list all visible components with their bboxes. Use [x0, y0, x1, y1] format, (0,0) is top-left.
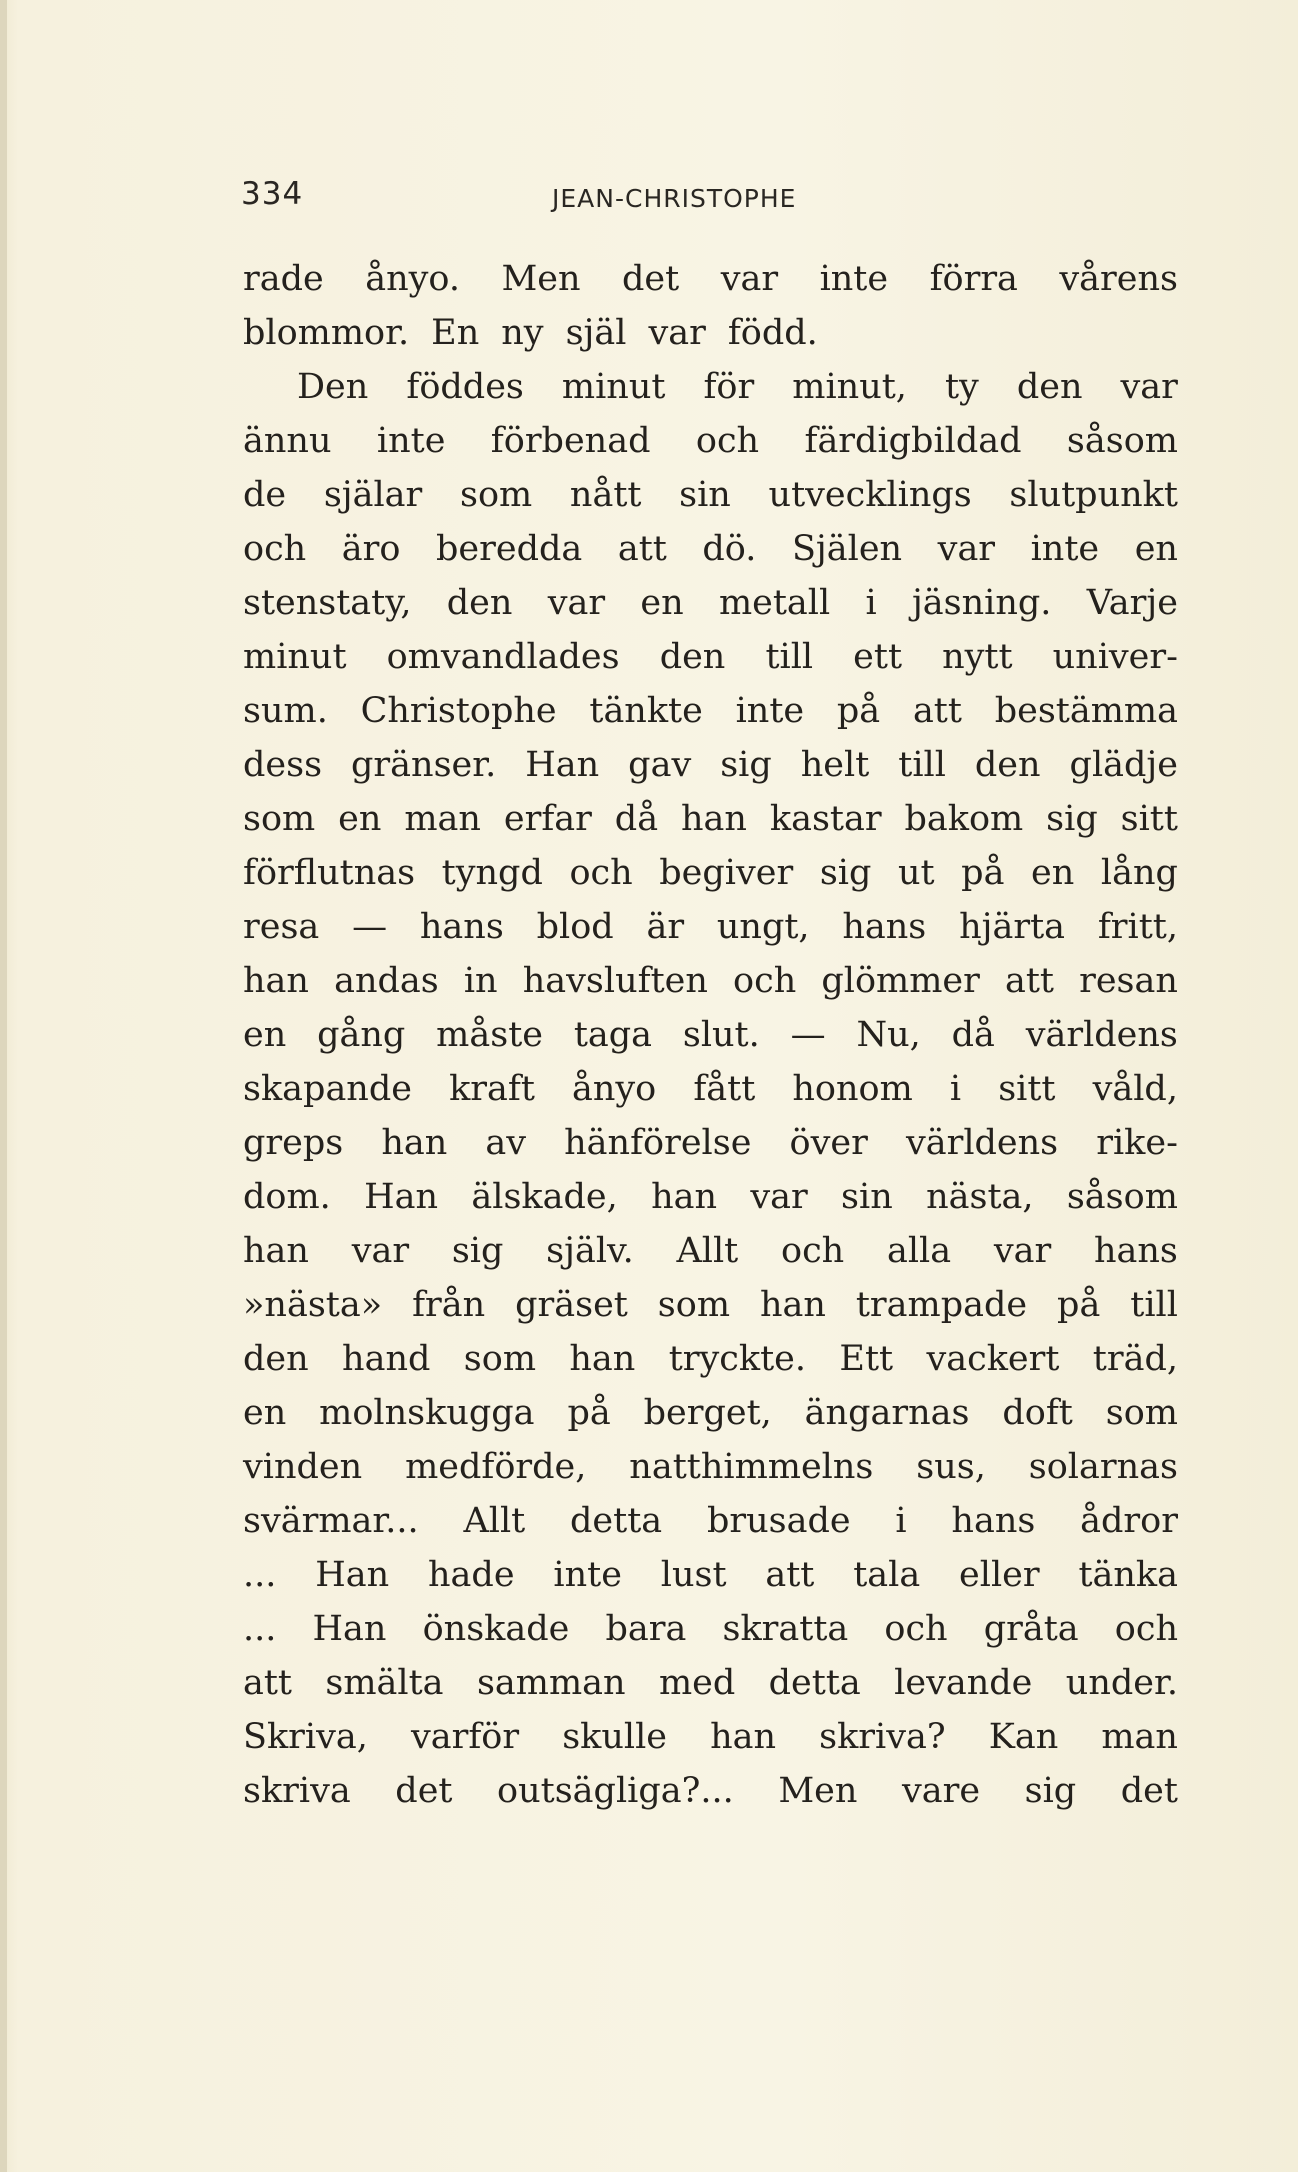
text-line: [243, 1386, 1178, 1440]
line-word: sus,: [916, 1447, 986, 1487]
line-word: —: [790, 1015, 826, 1055]
line-word: doft: [1002, 1393, 1073, 1433]
line-word: Den: [297, 367, 369, 407]
line-word: man: [1101, 1717, 1178, 1757]
line-word: och: [569, 853, 633, 893]
line-word: omvandlades: [386, 637, 620, 677]
line-word: det: [395, 1771, 453, 1811]
line-word: detta: [570, 1501, 663, 1541]
line-word: som: [243, 799, 316, 839]
line-word: En: [431, 313, 480, 353]
line-word: bakom: [904, 799, 1024, 839]
line-word: själar: [323, 475, 423, 515]
text-line: [243, 846, 1178, 900]
line-word: sig: [819, 853, 872, 893]
line-word: var: [648, 313, 706, 353]
line-word: Varje: [1086, 583, 1178, 623]
line-word: förra: [929, 259, 1018, 299]
line-word: det: [622, 259, 680, 299]
line-word: en: [640, 583, 684, 623]
line-word: på: [961, 853, 1005, 893]
text-line: [243, 306, 1178, 360]
line-word: på: [1057, 1285, 1101, 1325]
line-word: inte: [819, 259, 889, 299]
line-word: Han: [364, 1177, 439, 1217]
line-word: till: [765, 637, 814, 677]
line-word: själ: [565, 313, 627, 353]
line-word: och: [695, 421, 760, 461]
line-word: han: [569, 1339, 636, 1379]
text-line: [243, 360, 1178, 414]
line-word: vårens: [1059, 259, 1178, 299]
line-word: ånyo.: [365, 259, 460, 299]
line-word: glädje: [1069, 745, 1178, 785]
line-word: lång: [1100, 853, 1178, 893]
line-word: han: [651, 1177, 718, 1217]
line-word: andas: [334, 961, 439, 1001]
line-word: hans: [419, 907, 504, 947]
line-word: ännu: [243, 421, 332, 461]
line-word: han: [759, 1285, 826, 1325]
line-word: den: [446, 583, 513, 623]
line-word: Christophe: [360, 691, 557, 731]
line-word: nytt: [942, 637, 1013, 677]
text-line: [243, 1062, 1178, 1116]
text-line: [243, 630, 1178, 684]
line-word: minut: [243, 637, 347, 677]
line-word: älskade,: [471, 1177, 618, 1217]
text-line: [243, 1494, 1178, 1548]
text-line: [243, 1116, 1178, 1170]
line-word: våld,: [1092, 1069, 1178, 1109]
line-word: glömmer: [821, 961, 980, 1001]
line-word: ...: [243, 1555, 277, 1595]
line-word: Men: [501, 259, 581, 299]
line-word: samman: [476, 1663, 626, 1703]
line-word: den: [1016, 367, 1083, 407]
line-word: gränser.: [351, 745, 497, 785]
line-word: hans: [842, 907, 927, 947]
line-word: vare: [901, 1771, 981, 1811]
line-word: sig: [451, 1231, 504, 1271]
text-line: [243, 1602, 1178, 1656]
line-word: gräset: [515, 1285, 628, 1325]
line-word: för: [703, 367, 755, 407]
line-word: sum.: [243, 691, 328, 731]
running-head: [0, 176, 1298, 220]
line-word: hade: [428, 1555, 515, 1595]
line-word: då: [951, 1015, 995, 1055]
line-word: önskade: [422, 1609, 570, 1649]
line-word: Kan: [988, 1717, 1059, 1757]
line-word: var: [750, 1177, 808, 1217]
line-word: hans: [951, 1501, 1036, 1541]
line-word: var: [1120, 367, 1178, 407]
line-word: sitt: [998, 1069, 1056, 1109]
text-line: [243, 468, 1178, 522]
line-word: själv.: [546, 1231, 634, 1271]
line-word: berget,: [643, 1393, 772, 1433]
line-word: —: [352, 907, 388, 947]
line-word: blommor.: [243, 313, 410, 353]
line-word: slutpunkt: [1009, 475, 1178, 515]
text-line: [243, 1170, 1178, 1224]
line-word: svärmar...: [243, 1501, 419, 1541]
line-word: Allt: [463, 1501, 526, 1541]
text-line: [243, 954, 1178, 1008]
text-line: [243, 252, 1178, 306]
line-word: som: [459, 475, 533, 515]
line-word: en: [243, 1393, 287, 1433]
line-word: bestämma: [994, 691, 1178, 731]
line-word: var: [351, 1231, 410, 1271]
text-line: [243, 1224, 1178, 1278]
text-line: [243, 1764, 1178, 1818]
line-word: en: [243, 1015, 287, 1055]
line-word: han: [681, 799, 747, 839]
line-word: ungt,: [716, 907, 810, 947]
line-word: då: [614, 799, 659, 839]
line-word: på: [836, 691, 881, 731]
line-word: skriva?: [819, 1717, 946, 1757]
line-word: blod: [536, 907, 614, 947]
line-word: till: [1130, 1285, 1178, 1325]
line-word: äro: [341, 529, 401, 569]
line-word: beredda: [436, 529, 583, 569]
line-word: skriva: [243, 1771, 351, 1811]
line-word: stenstaty,: [243, 583, 412, 623]
line-word: och: [243, 529, 307, 569]
line-word: han: [381, 1123, 448, 1163]
line-word: sig: [1024, 1771, 1077, 1811]
line-word: den: [243, 1339, 309, 1379]
line-word: helt: [800, 745, 870, 785]
text-line: [243, 1440, 1178, 1494]
line-word: färdigbildad: [804, 421, 1022, 461]
line-word: minut: [561, 367, 666, 407]
line-word: den: [659, 637, 726, 677]
line-word: lust: [660, 1555, 727, 1595]
line-word: hand: [342, 1339, 431, 1379]
line-word: fritt,: [1097, 907, 1178, 947]
line-word: fått: [693, 1069, 756, 1109]
line-word: var: [993, 1231, 1052, 1271]
line-word: minut,: [792, 367, 907, 407]
text-line: [243, 1008, 1178, 1062]
line-word: skulle: [562, 1717, 667, 1757]
line-word: resa: [243, 907, 320, 947]
line-word: molnskugga: [319, 1393, 535, 1433]
line-word: honom: [792, 1069, 913, 1109]
line-word: till: [898, 745, 946, 785]
text-line: [243, 738, 1178, 792]
line-word: han: [243, 1231, 309, 1271]
line-word: att: [617, 529, 667, 569]
text-line: [243, 576, 1178, 630]
line-word: av: [485, 1123, 527, 1163]
line-word: i: [895, 1501, 907, 1541]
line-word: en: [1031, 853, 1075, 893]
text-line: [243, 1710, 1178, 1764]
line-word: alla: [886, 1231, 952, 1271]
line-word: tänkte: [589, 691, 703, 731]
line-word: är: [646, 907, 685, 947]
line-word: hans: [1093, 1231, 1178, 1271]
line-word: levande: [894, 1663, 1033, 1703]
text-line: [243, 900, 1178, 954]
line-word: och: [781, 1231, 845, 1271]
line-word: Allt: [676, 1231, 739, 1271]
line-word: var: [547, 583, 606, 623]
line-word: sin: [679, 475, 731, 515]
line-word: taga: [573, 1015, 653, 1055]
page-edge: [0, 0, 7, 2172]
line-word: skapande: [243, 1069, 412, 1109]
line-word: världens: [1025, 1015, 1178, 1055]
line-word: utvecklings: [768, 475, 972, 515]
line-word: född.: [727, 313, 818, 353]
line-word: hänförelse: [564, 1123, 752, 1163]
line-word: »nästa»: [243, 1285, 383, 1325]
line-word: univer-: [1052, 637, 1178, 677]
line-word: resan: [1079, 961, 1178, 1001]
line-word: den: [974, 745, 1041, 785]
line-word: brusade: [706, 1501, 851, 1541]
line-word: inte: [553, 1555, 622, 1595]
line-word: nästa,: [926, 1177, 1034, 1217]
text-line: [243, 414, 1178, 468]
line-word: natthimmelns: [629, 1447, 874, 1487]
line-word: solarnas: [1028, 1447, 1178, 1487]
line-word: inte: [735, 691, 805, 731]
line-word: att: [243, 1663, 292, 1703]
line-word: tyngd: [441, 853, 543, 893]
line-word: ...: [243, 1609, 277, 1649]
body-text: [243, 252, 1178, 1818]
line-word: hjärta: [959, 907, 1066, 947]
running-title: JEAN-CHRISTOPHE: [552, 184, 797, 213]
line-word: föddes: [406, 367, 524, 407]
text-line: [243, 684, 1178, 738]
line-word: som: [1105, 1393, 1178, 1433]
line-word: såsom: [1066, 421, 1178, 461]
line-word: Ett: [839, 1339, 894, 1379]
line-word: tänka: [1078, 1555, 1178, 1595]
line-word: sig: [1046, 799, 1098, 839]
line-word: världens: [905, 1123, 1059, 1163]
line-word: förbenad: [490, 421, 651, 461]
line-word: Skriva,: [243, 1717, 368, 1757]
line-word: ty: [944, 367, 979, 407]
line-word: greps: [243, 1123, 344, 1163]
line-word: eller: [959, 1555, 1040, 1595]
line-word: sin: [841, 1177, 893, 1217]
line-word: under.: [1065, 1663, 1178, 1703]
line-word: i: [865, 583, 877, 623]
line-word: att: [765, 1555, 815, 1595]
line-word: med: [658, 1663, 736, 1703]
line-word: ängarnas: [804, 1393, 970, 1433]
line-word: Han: [525, 745, 600, 785]
text-line: [243, 1548, 1178, 1602]
line-word: smälta: [325, 1663, 444, 1703]
line-word: var: [720, 259, 779, 299]
line-word: detta: [768, 1663, 861, 1703]
line-word: nått: [569, 475, 642, 515]
line-word: som: [657, 1285, 731, 1325]
line-word: dess: [243, 745, 323, 785]
line-word: kastar: [769, 799, 882, 839]
line-word: tala: [853, 1555, 921, 1595]
line-word: gång: [317, 1015, 406, 1055]
line-word: Nu,: [856, 1015, 921, 1055]
line-word: var: [937, 529, 996, 569]
line-word: bara: [605, 1609, 687, 1649]
line-word: att: [912, 691, 962, 731]
line-word: man: [404, 799, 481, 839]
line-word: ådror: [1080, 1501, 1178, 1541]
line-word: och: [884, 1609, 948, 1649]
line-word: han: [710, 1717, 777, 1757]
line-word: dom.: [243, 1177, 331, 1217]
line-word: tryckte.: [668, 1339, 807, 1379]
line-word: gråta: [983, 1609, 1079, 1649]
line-word: havsluften: [522, 961, 708, 1001]
line-word: som: [463, 1339, 537, 1379]
line-word: över: [789, 1123, 868, 1163]
line-word: sitt: [1120, 799, 1178, 839]
line-word: gav: [628, 745, 692, 785]
line-word: outsägliga?...: [497, 1771, 734, 1811]
line-word: ett: [853, 637, 903, 677]
line-word: trampade: [855, 1285, 1028, 1325]
line-word: och: [733, 961, 797, 1001]
line-word: rade: [243, 259, 324, 299]
line-word: Han: [315, 1555, 390, 1595]
text-line: [243, 522, 1178, 576]
line-word: han: [243, 961, 309, 1001]
line-word: att: [1004, 961, 1054, 1001]
line-word: jäsning.: [911, 583, 1052, 623]
line-word: från: [412, 1285, 486, 1325]
line-word: och: [1114, 1609, 1178, 1649]
text-line: [243, 792, 1178, 846]
page-number: 334: [241, 176, 304, 212]
line-word: erfar: [503, 799, 592, 839]
line-word: det: [1120, 1771, 1178, 1811]
line-word: en: [1134, 529, 1178, 569]
text-line: [243, 1278, 1178, 1332]
line-word: Själen: [791, 529, 903, 569]
text-line: [243, 1656, 1178, 1710]
text-line: [243, 1332, 1178, 1386]
line-word: begiver: [659, 853, 794, 893]
line-word: på: [567, 1393, 611, 1433]
line-word: en: [338, 799, 382, 839]
line-word: sig: [720, 745, 772, 785]
line-word: slut.: [682, 1015, 760, 1055]
line-word: varför: [410, 1717, 520, 1757]
line-word: ånyo: [571, 1069, 657, 1109]
line-word: måste: [436, 1015, 543, 1055]
line-word: i: [949, 1069, 962, 1109]
line-word: medförde,: [405, 1447, 587, 1487]
line-word: in: [463, 961, 498, 1001]
line-word: metall: [718, 583, 831, 623]
line-word: ny: [501, 313, 544, 353]
line-word: ut: [897, 853, 935, 893]
line-word: vinden: [243, 1447, 363, 1487]
line-word: de: [243, 475, 287, 515]
line-word: Han: [312, 1609, 387, 1649]
line-word: rike-: [1096, 1123, 1178, 1163]
line-word: inte: [1030, 529, 1100, 569]
line-word: vackert: [926, 1339, 1060, 1379]
line-word: dö.: [702, 529, 757, 569]
line-word: inte: [376, 421, 446, 461]
line-word: skratta: [722, 1609, 849, 1649]
line-word: träd,: [1092, 1339, 1178, 1379]
line-word: förflutnas: [243, 853, 416, 893]
line-word: såsom: [1066, 1177, 1178, 1217]
line-word: kraft: [449, 1069, 535, 1109]
line-word: Men: [778, 1771, 858, 1811]
